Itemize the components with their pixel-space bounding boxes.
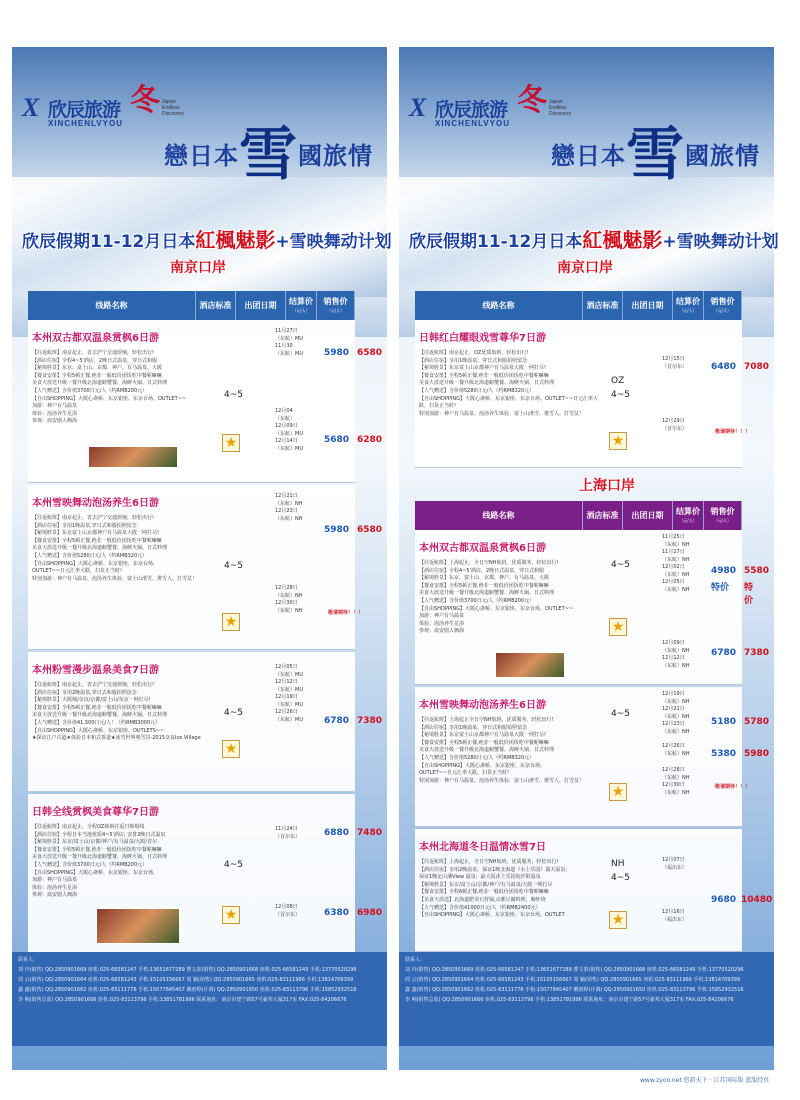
site-credit: www.zyoo.net 悠游天下 · 江苏国际版 蓝版经页	[640, 1077, 770, 1084]
depart-dates: 12月26日 （东航）NH	[662, 743, 690, 757]
settle-price: 4980	[711, 566, 737, 576]
depart-dates: 12月28日 （东航）NH 12月30日 （东航）NH	[662, 767, 690, 796]
depart-dates: 12月21日 （东航）NH 12月23日 （东航）NH	[275, 493, 303, 522]
retail-price: 6980	[357, 908, 383, 918]
settle-price: 5680	[324, 435, 350, 445]
subtitle: 欣辰假期11-12月日本紅楓魅影+雪映舞动计划	[409, 228, 779, 252]
maple-photo	[88, 446, 178, 468]
depart-dates: 11月25日 （东航）NH 11月27日 （东航）NH 12月02日 （东航）NH 12月05日 （东航）NH	[662, 534, 690, 593]
kyoto-photo	[96, 908, 180, 944]
depart-dates: 11月24日 （首尔东）	[275, 826, 301, 840]
settle-price: 9680	[711, 895, 737, 905]
left-panel	[12, 47, 392, 1070]
route-title: 本州雪映舞动泡汤养生6日游	[419, 700, 546, 711]
table-header: 线路名称 酒店标准 出团日期 结算价 （元/人） 销售价 （元/人）	[28, 291, 355, 320]
jd-text: Japan Endless Discovery	[162, 99, 184, 117]
hotel-level: 4~5	[224, 561, 243, 571]
retail-price: 10480	[741, 895, 773, 905]
retail-price: 7380	[744, 648, 770, 658]
route-detail: 【往返航班】南京起止，省去沪宁交通烦恼，轻松出行! 【酒店住宿】全程4~5'酒店，2晚日式温泉，穿日式和服 【秘境胜景】东京、富士山、京都、神户、有马温泉、大阪 【餐食安排】全程5顿正餐,绝非一般低价团饭吃中餐呢嘛嘛 美食大放送升级一餐升级北海道螃蟹餐、海鲜火锅、日式料理 【人气赠送】含价值3700日元/人（约RMB200元） 【自由SHOPPING】大阪心斋桥、东京银座、东京台场、OUTLET~~ 加游：神户有马温泉 体验：泡汤养生足浴 参观：嵩安剧人枫海	[32, 350, 187, 425]
subtitle: 欣辰假期11-12月日本紅楓魅影+雪映舞动计划	[22, 228, 392, 252]
star-icon: ★	[609, 618, 627, 636]
route-row	[415, 687, 770, 827]
depart-dates: 12月29日 （首尔东）	[662, 418, 688, 432]
hotel-level: 4~5	[224, 390, 243, 400]
route-title: 本州北海道冬日温情冰雪7日	[419, 842, 546, 853]
retail-price: 7080	[744, 362, 770, 372]
logo-cn: 欣辰旅游	[48, 99, 121, 121]
depart-dates: 12月16日 （福出东）	[662, 909, 688, 923]
star-icon: ★	[222, 740, 240, 758]
route-title: 本州双古都双温泉赏枫6日游	[419, 543, 546, 554]
route-row	[415, 320, 770, 468]
route-title: 日韩全线赏枫美食尊华7日游	[32, 807, 159, 818]
route-detail: 【往返航班】南京起止，OZ优质航班，轻松出行! 【酒店住宿】享用1晚温泉，穿日式和服拍照留念 【秘境胜景】东京富士山京都神户有马温泉大阪一网打尽! 【餐食安排】全程5顿正餐,绝非一般低价团饭吃中餐呢嘛嘛 美食大放送升级一餐升级北海道螃蟹餐、海鲜火锅、日式料理 【人气赠送】含价值5280日元/人（约RMB320元） 【自由SHOPPING】大阪心斋桥、东京银座、东京台场、OUTLET~~日元汇率大 跌，扫货正当时! 特别加游：神户有马温泉、泡汤养生体验、富士山滑雪、堆雪人、打雪仗！	[419, 350, 599, 417]
retail-price: 5780	[744, 717, 770, 727]
depart-dates: 12月09日 （东航）NH 12月12日 （东航）NH	[662, 640, 690, 669]
hotel-level: 4~5	[611, 560, 630, 570]
logo-en: XINCHENLVYOU	[435, 119, 510, 128]
retail-price: 7480	[357, 828, 383, 838]
settle-price: 6480	[711, 362, 737, 372]
coming-soon: 敬请期待！！！	[715, 784, 751, 790]
page-title: 戀日本雪國旅情	[551, 120, 761, 188]
route-row	[28, 652, 383, 792]
route-detail: 【往返航班】南京起止，全程OZ韩航往返日韩航线 【酒店住宿】全程日本当地优质4~5'酒店; 安排2晚日式温泉 【秘境胜景】东京/富士山/京都/神户/有马温泉/大阪/首尔 【餐食安排】全程5顿正餐,绝非一般低价团饭吃中餐呢嘛嘛 美食大放送升级一餐升级北海道螃蟹餐、海鲜火锅、日式料理 【人气赠送】含价值3700日元/人（约RMB200元） 【自由SHOPPING】大阪心斋桥、东京银座、东京台场、 加游：神户有马温泉 体验：泡汤养生足浴 参观：嵩安剧人枫海	[32, 824, 168, 899]
star-icon: ★	[609, 432, 627, 450]
coming-soon: 敬请期待！！！	[715, 429, 751, 435]
jd-text: Japan Endless Discovery	[549, 99, 571, 117]
contact-footer: 联系人： 刘 玲(销售) QQ:2850901669 座机:025-66581247 手机:13651677289 曹文泰(销售) QQ:2850901668 座机:025-66581249 手机:13770520296 周 云(销售) QQ:2850901664 座机:025-66581243 手机:15105156667 周 颖(销售) QQ:2850901665 座机:025-83111966 手机:13814709399 鑫 鑫(销售) QQ:2850901662 座机:025-83111776 手机:15077845407 戴雨婷(计调) QQ:2850901650 座机:025-83113796 手机:15852932516 李 响(销售总监) QQ:2850901666 座机:025-83113796 手机:13851781996 联系地址：南京市建宁路57号豪邦大厦317室 FAX:025-84206676	[399, 952, 774, 1046]
port-shanghai: 上海口岸	[579, 478, 635, 494]
airline-code: OZ	[611, 376, 625, 386]
logo-mark: X	[22, 93, 40, 122]
route-row	[28, 485, 383, 650]
settle-price: 5980	[324, 525, 350, 535]
route-detail: 【往返航班】南京起止，省去沪宁交通烦恼，轻松出行! 【酒店住宿】享用2晚温泉,穿日式和服拍照留念 【秘境胜景】大阪城/奈良/京都/富士山/东京一网打尽! 【餐食安排】全程5顿正餐,绝非一般低价团饭吃中餐呢嘛嘛 美食大放送升级一餐升级北海道螃蟹餐、海鲜火锅、日式料理 【人气赠送】含价值41,500日元/人！（约RMB3000元） 【自由SHOPPING】大阪心斋桥、东京银座、OUTLETS~~ ★探访江户古道★体验日本和式茶道★冰雪世界观雪景-2015奈良Ice Village	[32, 682, 201, 742]
logo-en: XINCHENLVYOU	[48, 119, 123, 128]
settle-price: 6880	[324, 828, 350, 838]
depart-dates: 12月15日 （首尔东）	[662, 356, 688, 370]
settle-price: 5380	[711, 749, 737, 759]
logo-mark: X	[409, 93, 427, 122]
jd-mark: 冬	[517, 84, 547, 117]
settle-price: 6380	[324, 908, 350, 918]
star-icon: ★	[222, 906, 240, 924]
retail-price: 5980	[744, 749, 770, 759]
hotel-level: 4~5	[224, 708, 243, 718]
hotel-level: 4~5	[611, 390, 630, 400]
route-title: 日韩红白耀眼戏雪尊华7日游	[419, 333, 546, 344]
depart-dates: 12月19日 （东航）NH 12月21日 （东航）NH 12月23日 （东航）NH	[662, 691, 690, 735]
settle-price: 5180	[711, 717, 737, 727]
star-icon: ★	[222, 434, 240, 452]
route-row	[28, 320, 383, 483]
logo-cn: 欣辰旅游	[435, 99, 508, 121]
star-icon: ★	[222, 613, 240, 631]
route-detail: 【往返航班】上海起止全日空NH航班，优质服务，轻松出行! 【酒店住宿】享用1晚温泉，穿日式和服拍照留念 【秘境胜景】东京富士山京都神户有马温泉大阪一网打尽! 【餐食安排】全程5顿正餐,绝非一般低价团饭吃中餐呢嘛嘛 美食大放送升级一餐升级北海道螃蟹餐、海鲜火锅、日式料理 【人气赠送】含价值5280日元/人（约RMB320元） 【自由SHOPPING】大阪心斋桥、东京银座、东京台场、 OUTLET~~日元汇率大跌，扫货正当时! 特别加游：神户有马温泉、泡汤养生体验、富士山滑雪、堆雪人、打雪仗！	[419, 717, 585, 784]
depart-dates: 12月08日 （首尔东）	[275, 904, 301, 918]
contact-footer: 联系人： 刘 玲(销售) QQ:2850901669 座机:025-66581247 手机:13651677289 曹文泰(销售) QQ:2850901668 座机:025-66581249 手机:13770520296 周 云(销售) QQ:2850901664 座机:025-66581243 手机:15105156667 周 颖(销售) QQ:2850901665 座机:025-83111966 手机:13814709399 鑫 鑫(销售) QQ:2850901662 座机:025-83111776 手机:15077845407 戴雨婷(计调) QQ:2850901650 座机:025-83113796 手机:15852932516 李 响(销售总监) QQ:2850901666 座机:025-83113796 手机:13851781996 联系地址：南京市建宁路57号豪邦大厦317室 FAX:025-84206676	[12, 952, 387, 1046]
star-icon: ★	[609, 783, 627, 801]
retail-price: 6580	[357, 348, 383, 358]
settle-price: 5980	[324, 348, 350, 358]
retail-price: 5580	[744, 566, 770, 576]
depart-dates: 12月05日 （东航）MU 12月12日 （东航）MU 12月19日 （东航）MU 12月26日 （东航）MU	[275, 664, 303, 723]
depart-dates: 11月27日 （东航）MU 11月30 （东航）MU	[275, 328, 303, 357]
jd-mark: 冬	[130, 84, 160, 117]
hotel-level: 4~5	[611, 873, 630, 883]
route-title: 本州雪映舞动泡汤养生6日游	[32, 498, 159, 509]
settle-price: 6780	[711, 648, 737, 658]
star-icon: ★	[609, 911, 627, 929]
retail-price: 6280	[357, 435, 383, 445]
settle-price: 6780	[324, 716, 350, 726]
airline-code: NH	[611, 859, 625, 869]
coming-soon: 敬请期待！！！	[328, 610, 364, 616]
table-header: 线路名称 酒店标准 出团日期 结算价 （元/人） 销售价 （元/人）	[415, 291, 742, 320]
route-detail: 【往返航班】南京起止，省去沪宁交通烦恼，轻松出行! 【酒店住宿】享用1晚温泉,穿日式和服拍照留念 【秘境胜景】东京富士山京都神户有马温泉大阪一网打尽! 【餐食安排】全程5顿正餐,绝非一般低价团饭吃中餐呢嘛嘛 美食大放送升级一餐升级北海道螃蟹餐、海鲜火锅、日式料理 【人气赠送】含价值5280日元/人（约RMB320元） 【自由SHOPPING】大阪心斋桥、东京银座、东京台场、 OUTLET~~日元汇率大跌，扫货正当时! 特别加游：神户有马温泉、泡汤养生体验、富士山滑雪、堆雪人、打雪仗！	[32, 515, 198, 582]
right-panel	[399, 47, 779, 1070]
table-header: 线路名称 酒店标准 出团日期 结算价 （元/人） 销售价 （元/人）	[415, 501, 742, 530]
route-row	[415, 829, 773, 952]
special-tag: 特价	[744, 583, 754, 606]
route-detail: 【往返航班】上海起止，全日空NH航班，优质服务，轻松出行! 【酒店住宿】享用2晚温泉，保证1晚北海道《水上乐园》露天温泉; 保证1晚定山溪View 温泉；最大饭沐上乐园泡沙阳温泉 【秘境胜景】东京/富士山/京都/神户/有马温泉/大阪一网打尽 【餐食安排】全程6顿正餐,绝非一般低价团饭吃中餐呢嘛嘛 【美食大放送】北海道肥美石狩锅,京都豆腐料理，胸怀烧 【人气赠送】含价值41000日元/人（约RMB2400元） 【自由SHOPPING】大阪心斋桥、东京银座、东京台场、OUTLET	[419, 859, 568, 919]
page-title: 戀日本雪國旅情	[164, 120, 374, 188]
port-nanjing: 南京口岸	[557, 260, 613, 276]
route-row	[415, 530, 770, 685]
food-photo	[495, 652, 565, 678]
retail-price: 7380	[357, 716, 383, 726]
depart-dates: 12月28日 （东航）NH 12月30日 （东航）NH	[275, 585, 303, 614]
route-detail: 【往返航班】上海起止，全日空NH航班，优质服务，轻松出行! 【酒店住宿】全程4~5'酒店，2晚日式温泉，穿日式和服 【秘境胜景】东京、富士山、京都、神户、有马温泉、大阪 【餐食安排】全程5顿正餐,绝非一般低价团饭吃中餐呢嘛嘛 美食大放送升级一餐升级北海道螃蟹餐、海鲜火锅、日式料理 【人气赠送】含价值3700日元/人（约RMB200元） 【自由SHOPPING】大阪心斋桥、东京银座、东京台场、OUTLET~~ 加游：神户有马温泉 体验：泡汤养生足浴 参观：嵩安剧人枫海	[419, 560, 574, 635]
hotel-level: 4~5	[224, 860, 243, 870]
route-title: 本州双古都双温泉赏枫6日游	[32, 333, 159, 344]
route-row	[28, 794, 383, 954]
route-title: 本州粉雪漫步温泉美食7日游	[32, 665, 159, 676]
depart-dates: 12月04 （东航） 12月09日 （东航）MU 12月14日 （东航）MU	[275, 408, 303, 452]
retail-price: 6580	[357, 525, 383, 535]
hotel-level: 4~5	[611, 709, 630, 719]
depart-dates: 12月07日 （福出东）	[662, 857, 688, 871]
port-nanjing: 南京口岸	[170, 260, 226, 276]
special-tag: 特价	[711, 583, 730, 593]
